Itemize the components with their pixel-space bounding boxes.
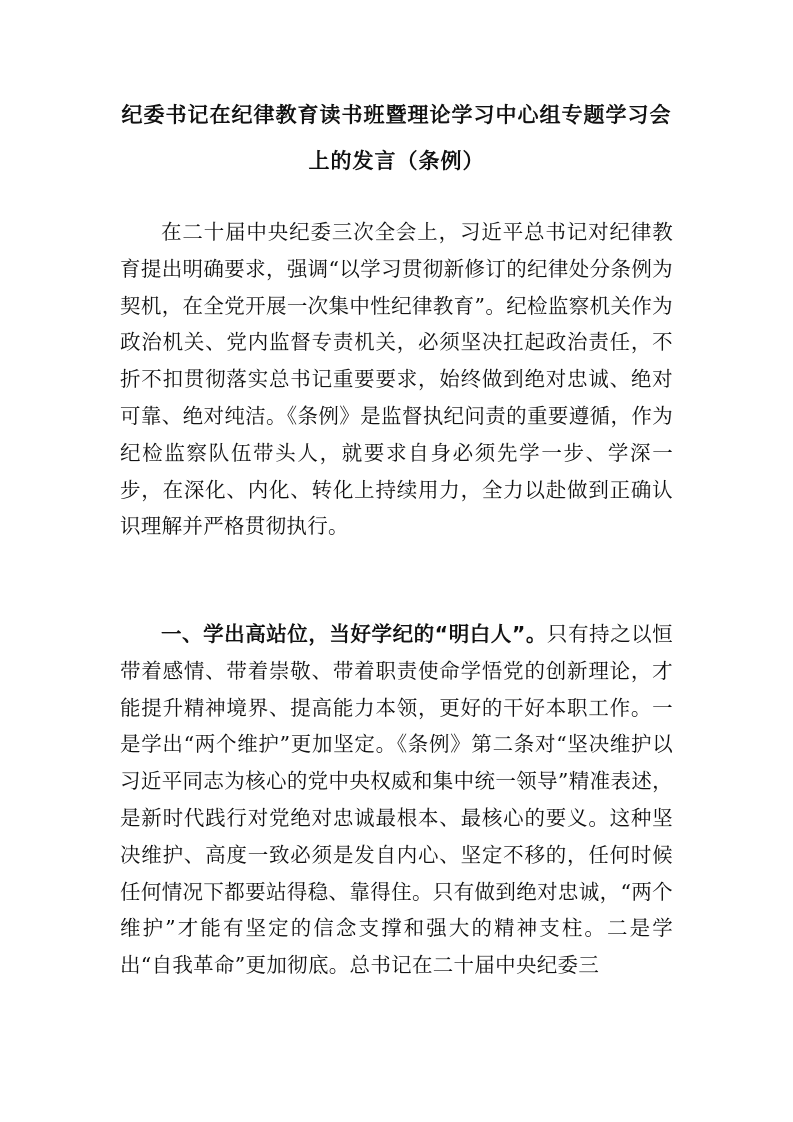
- paragraph-text: 在二十届中央纪委三次全会上，习近平总书记对纪律教育提出明确要求，强调“以学习贯彻新修订的纪律处分条例为契机，在全党开展一次集中性纪律教育”。纪检监察机关作为政治机关、党内监督专责机关，必须坚决扛起政治责任，不折不扣贯彻落实总书记重要要求，始终做到绝对忠诚、绝对可靠、绝对纯洁。《条例》是监督执纪问责的重要遵循，作为纪检监察队伍带头人，就要求自身必须先学一步、学深一步，在深化、内化、转化上持续用力，全力以赴做到正确认识理解并严格贯彻执行。: [120, 220, 673, 539]
- paragraph-text: 只有持之以恒带着感情、带着崇敬、带着职责使命学悟党的创新理论，才能提升精神境界、提高能力本领，更好的干好本职工作。一是学出“两个维护”更加坚定。《条例》第二条对“坚决维护以习近平同志为核心的党中央权威和集中统一领导”精准表述，是新时代践行对党绝对忠诚最根本、最核心的要义。这种坚决维护、高度一致必须是发自内心、坚定不移的，任何时候任何情况下都要站得稳、靠得住。只有做到绝对忠诚，“两个维护”才能有坚定的信念支撑和强大的精神支柱。二是学出“自我革命”更加彻底。总书记在二十届中央纪委三: [120, 622, 673, 978]
- body-paragraph-section-1: [120, 616, 673, 984]
- section-heading: 一、学出高站位，当好学纪的“明白人”。: [161, 622, 547, 646]
- document-title: 纪委书记在纪律教育读书班暨理论学习中心组专题学习会上的发言（条例）: [121, 103, 672, 173]
- body-paragraph-intro: [120, 214, 673, 545]
